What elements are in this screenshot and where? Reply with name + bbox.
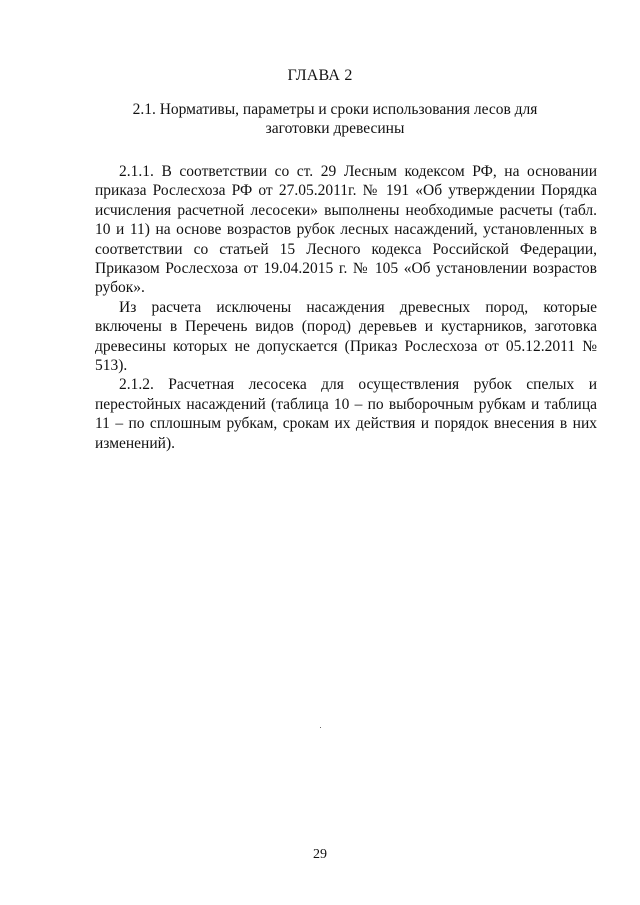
chapter-title: ГЛАВА 2 <box>287 67 353 84</box>
section-title: 2.1. Нормативы, параметры и сроки использования лесов для заготовки древесины <box>132 101 538 137</box>
body-text <box>95 162 597 453</box>
page-number: 29 <box>313 847 327 862</box>
paragraph-exclusions: Из расчета исключены насаждения древесных пород, которые включены в Перечень видов (пород) деревьев и кустарников, заготовка древесины которых не допускается (Приказ Рослесхоза от 05.12.2011 № 513). <box>95 298 597 375</box>
paragraph-2-1-1: 2.1.1. В соответствии со ст. 29 Лесным кодексом РФ, на основании приказа Рослесхоза РФ от 27.05.2011г. № 191 «Об утверждении Порядка исчисления расчетной лесосеки» выполнены необходимые расчеты (табл. 10 и 11) на основе возрастов рубок лесных насаждений, установленных в соответствии со статьей 15 Лесного кодекса Российской Федерации, Приказом Рослесхоза от 19.04.2015 г. № 105 «Об установлении возрастов рубок». <box>95 163 597 297</box>
paragraph-2-1-2: 2.1.2. Расчетная лесосека для осуществления рубок спелых и перестойных насаждений (таблица 10 – по выборочным рубкам и таблица 11 – по сплошным рубкам, срокам их действия и порядок внесения в них изменений). <box>95 376 597 452</box>
scan-speck <box>320 727 321 728</box>
